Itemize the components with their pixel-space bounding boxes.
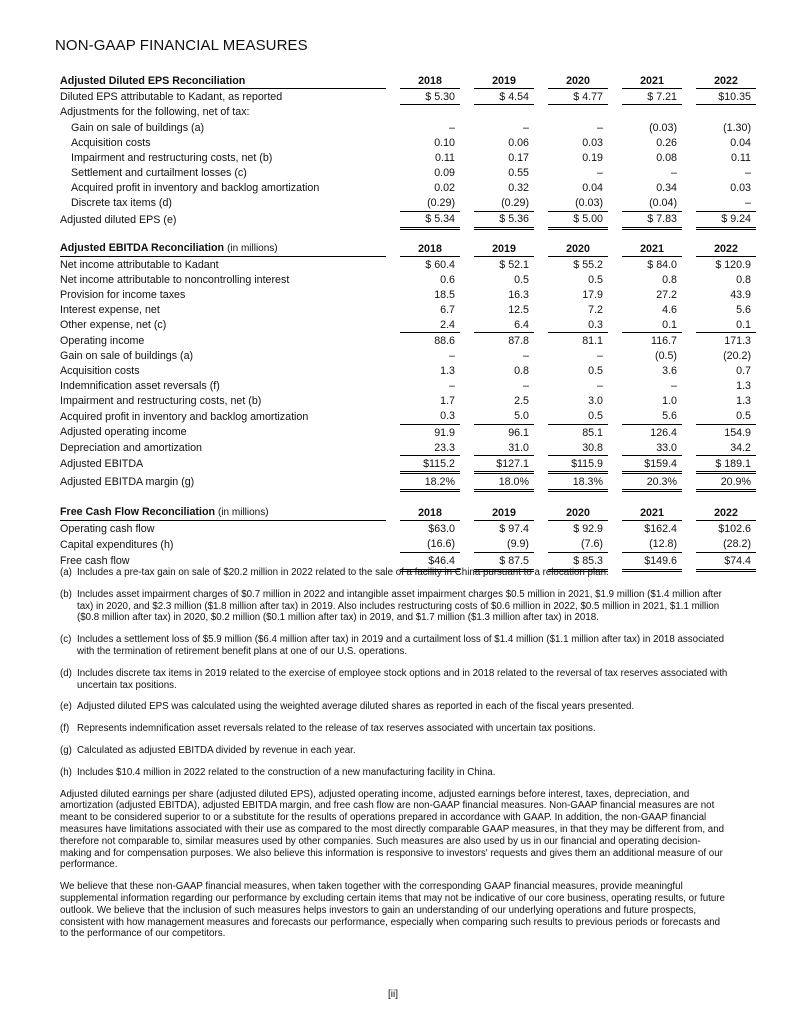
year-header: 2019 — [474, 73, 534, 89]
cell-value: (0.03) — [548, 196, 608, 212]
cell-value: 0.3 — [400, 409, 460, 425]
cell-value — [400, 105, 460, 121]
cell-value: $ 52.1 — [499, 258, 529, 271]
cell-value: 81.1 — [582, 335, 603, 348]
cell-value — [622, 105, 682, 121]
cell-value: 1.3 — [440, 365, 455, 378]
footnote-label: (h) — [60, 766, 72, 778]
ebitda-reconciliation-table — [60, 241, 756, 492]
cell-value: 17.9 — [582, 288, 603, 301]
year-header: 2022 — [696, 73, 756, 89]
table-heading: Adjusted EBITDA Reconciliation (in millions) — [60, 241, 386, 257]
table-row — [60, 349, 756, 364]
body-paragraph: We believe that these non-GAAP financial measures, when taken together with the corresponding GAAP financial measures, provide meaningful supplemental information regarding our performance by excluding certain items that may not be indicative of our core business, operating results, or future outlook. We believe that the inclusion of such measures helps investors to gain an understanding of our underlying operations and future prospects, consistent with how management measures and forecasts our performance, especially when comparing such results to previous periods or forecasts and to the performance of our competitors. — [60, 881, 725, 940]
footnotes-section — [60, 567, 728, 950]
cell-value: 0.5 — [588, 365, 603, 378]
cell-value: $46.4 — [400, 553, 460, 571]
cell-value: $ 84.0 — [647, 258, 677, 271]
cell-value: 0.5 — [548, 409, 608, 425]
row-label: Discrete tax items (d) — [71, 197, 172, 210]
row-label: Provision for income taxes — [60, 288, 186, 301]
year-header: 2021 — [622, 505, 682, 521]
footnote — [60, 668, 728, 692]
year-header: 2019 — [474, 505, 534, 521]
cell-value: – — [745, 167, 751, 180]
footnote-label: (a) — [60, 567, 72, 578]
cell-value: 0.06 — [508, 136, 529, 149]
row-label: Acquisition costs — [71, 136, 151, 149]
year-header: 2020 — [548, 73, 608, 89]
cell-value: $ 9.24 — [696, 211, 756, 228]
cell-value: – — [523, 350, 529, 363]
cell-value: (20.2) — [723, 350, 751, 363]
cell-value: (9.9) — [474, 537, 534, 553]
cell-value: 0.03 — [582, 136, 603, 149]
cell-value: $ 85.3 — [548, 553, 608, 571]
cell-value: (1.30) — [723, 121, 751, 134]
cell-value: 23.3 — [400, 440, 460, 456]
cell-value: 1.7 — [440, 395, 455, 408]
table-row — [60, 409, 756, 425]
cell-value: – — [597, 167, 603, 180]
table-row — [60, 165, 756, 180]
cell-value: 0.8 — [736, 273, 751, 286]
footnote-text: Calculated as adjusted EBITDA divided by revenue in each year. — [77, 744, 356, 756]
year-header: 2020 — [548, 241, 608, 257]
cell-value: 0.19 — [582, 151, 603, 164]
table-row — [60, 272, 756, 287]
cell-value: – — [597, 350, 603, 363]
cell-value: – — [597, 121, 603, 134]
cell-value: 7.2 — [588, 303, 603, 316]
cell-value: $149.6 — [622, 553, 682, 571]
cell-value: 0.08 — [656, 151, 677, 164]
cell-value: 2.5 — [514, 395, 529, 408]
table-row — [60, 196, 756, 212]
cell-value: 5.0 — [474, 409, 534, 425]
table-row — [60, 521, 756, 537]
cell-value: $115.9 — [548, 456, 608, 473]
year-header: 2021 — [622, 241, 682, 257]
row-label: Gain on sale of buildings (a) — [60, 350, 194, 363]
footnote-label: (g) — [60, 744, 72, 756]
cell-value — [548, 105, 608, 121]
cell-value: – — [671, 167, 677, 180]
table-row — [60, 425, 756, 441]
cell-value: 0.03 — [730, 182, 751, 195]
cell-value: $10.35 — [696, 89, 756, 105]
cell-value: $ 5.36 — [474, 211, 534, 228]
year-header: 2021 — [622, 73, 682, 89]
cell-value: 31.0 — [474, 440, 534, 456]
year-header: 2019 — [474, 241, 534, 257]
footnote-label: (f) — [60, 723, 70, 735]
footnote — [60, 589, 728, 624]
row-label: Depreciation and amortization — [60, 441, 202, 454]
cell-value: – — [597, 380, 603, 393]
cell-value: 0.7 — [736, 365, 751, 378]
row-label: Free cash flow — [60, 555, 130, 568]
cell-value: (28.2) — [696, 537, 756, 553]
cell-value: – — [449, 121, 455, 134]
cell-value: $ 4.77 — [548, 89, 608, 105]
cell-value: 116.7 — [651, 335, 677, 348]
cell-value: 33.0 — [622, 440, 682, 456]
footnote-text: Represents indemnification asset reversals related to the release of tax reserves associated with uncertain tax positions. — [77, 723, 596, 735]
footnote-text: Adjusted diluted EPS was calculated using the weighted average diluted shares as reported in each of the fiscal years presented. — [77, 701, 635, 713]
cell-value: 0.04 — [730, 136, 751, 149]
cell-value: $ 7.83 — [622, 211, 682, 228]
cell-value: 18.3% — [548, 473, 608, 491]
cell-value: – — [523, 121, 529, 134]
footnote — [60, 767, 728, 779]
cell-value: 0.26 — [656, 136, 677, 149]
cell-value: 5.6 — [622, 409, 682, 425]
cell-value: 0.09 — [434, 167, 455, 180]
cell-value: 126.4 — [650, 426, 677, 439]
footnote-label: (c) — [60, 634, 72, 646]
cell-value: 91.9 — [434, 426, 455, 439]
table-row — [60, 211, 756, 228]
table-row — [60, 440, 756, 456]
row-label: Settlement and curtailment losses (c) — [71, 167, 247, 180]
page-number: [ii] — [388, 989, 398, 1000]
cell-value: 0.1 — [622, 317, 682, 333]
cell-value: 0.6 — [440, 273, 455, 286]
table-row — [60, 394, 756, 409]
table-row — [60, 150, 756, 165]
table-row — [60, 89, 756, 105]
cell-value: – — [449, 380, 455, 393]
cell-value: (0.29) — [400, 196, 460, 212]
cell-value: 1.3 — [736, 380, 751, 393]
cell-value: 0.32 — [508, 182, 529, 195]
row-label: Adjusted diluted EPS (e) — [60, 213, 177, 226]
cell-value: $159.4 — [622, 456, 682, 473]
table-row — [60, 135, 756, 150]
cell-value: 18.0% — [474, 473, 534, 491]
cell-value: – — [696, 196, 756, 212]
cell-value: $ 60.4 — [425, 258, 455, 271]
eps-reconciliation-table — [60, 73, 756, 230]
year-header: 2018 — [400, 241, 460, 257]
fcf-reconciliation-table — [60, 505, 756, 572]
row-label: Adjustments for the following, net of tax: — [60, 106, 250, 119]
cell-value: 43.9 — [730, 288, 751, 301]
cell-value: $ 97.4 — [499, 522, 529, 535]
cell-value: 4.6 — [662, 303, 677, 316]
footnote-text: Includes a settlement loss of $5.9 million ($6.4 million after tax) in 2019 and a curtailment loss of $1.4 million ($1.1 million after tax) in 2018 associated with the termination of retirement benefit plans at one of our U.S. operations. — [77, 634, 725, 657]
year-header: 2018 — [400, 505, 460, 521]
cell-value: (16.6) — [400, 537, 460, 553]
cell-value: 0.04 — [582, 182, 603, 195]
cell-value: $ 4.54 — [474, 89, 534, 105]
row-label: Adjusted EBITDA margin (g) — [60, 475, 195, 488]
row-label: Net income attributable to noncontrolling interest — [60, 273, 290, 286]
cell-value: 27.2 — [656, 288, 677, 301]
cell-value: 0.34 — [656, 182, 677, 195]
cell-value: $74.4 — [696, 553, 756, 571]
cell-value: 1.0 — [662, 395, 677, 408]
cell-value: 16.3 — [508, 288, 529, 301]
row-label: Gain on sale of buildings (a) — [71, 121, 205, 134]
table-row — [60, 317, 756, 333]
cell-value: 1.3 — [736, 395, 751, 408]
cell-value: $ 5.30 — [400, 89, 460, 105]
cell-value: 96.1 — [508, 426, 529, 439]
cell-value: (12.8) — [622, 537, 682, 553]
table-row — [60, 287, 756, 302]
footnote-label: (d) — [60, 667, 72, 679]
table-row — [60, 105, 756, 121]
cell-value: 20.9% — [696, 473, 756, 491]
cell-value: 3.6 — [662, 365, 677, 378]
footnote-text: Includes discrete tax items in 2019 related to the exercise of employee stock options and in 2018 related to the reversal of tax reserves associated with uncertain tax positions. — [77, 667, 728, 691]
cell-value: 88.6 — [434, 335, 455, 348]
table-heading: Free Cash Flow Reconciliation (in millions) — [60, 505, 386, 521]
footnote-text: Includes $10.4 million in 2022 related to the construction of a new manufacturing facility in China. — [77, 766, 496, 778]
cell-value: 0.3 — [548, 317, 608, 333]
cell-value — [696, 105, 756, 121]
cell-value: $ 7.21 — [622, 89, 682, 105]
row-label: Acquisition costs — [60, 365, 140, 378]
footnote — [60, 634, 728, 658]
year-header: 2022 — [696, 241, 756, 257]
row-label: Diluted EPS attributable to Kadant, as reported — [60, 90, 283, 103]
row-label: Other expense, net (c) — [60, 319, 167, 332]
cell-value: 6.7 — [440, 303, 455, 316]
page-title: NON-GAAP FINANCIAL MEASURES — [55, 37, 308, 54]
cell-value: 0.11 — [730, 151, 751, 164]
cell-value: $102.6 — [718, 522, 751, 535]
table-row — [60, 456, 756, 473]
row-label: Net income attributable to Kadant — [60, 258, 219, 271]
table-row — [60, 473, 756, 491]
footnote-text: Includes a pre-tax gain on sale of $20.2 million in 2022 related to the sale of a facility in China pursuant to a relocation plan. — [77, 567, 609, 578]
cell-value: 85.1 — [582, 426, 603, 439]
cell-value: $127.1 — [474, 456, 534, 473]
footnote — [60, 745, 728, 757]
cell-value: $ 5.00 — [548, 211, 608, 228]
body-paragraph: Adjusted diluted earnings per share (adjusted diluted EPS), adjusted operating income, adjusted earnings before interest, taxes, depreciation, and amortization (adjusted EBITDA), adjusted EBITDA margin, and free cash flow are non-GAAP financial measures. Non-GAAP financial measures are not meant to be considered superior to or a substitute for the results of operations prepared in accordance with GAAP. In addition, the non-GAAP financial measures have limitations associated with their use as compared to the most directly comparable GAAP measures, in that they may be different from, and therefore not comparable to, similar measures used by other companies. Such measures are also used by us in our financial and operating decision-making and for compensation purposes. We also believe this information is responsive to investors' requests and gives them an additional measure of our performance. — [60, 788, 725, 871]
cell-value: $ 120.9 — [715, 258, 751, 271]
cell-value: $ 189.1 — [696, 456, 756, 473]
cell-value: 0.8 — [514, 365, 529, 378]
cell-value: 0.10 — [434, 136, 455, 149]
row-label: Impairment and restructuring costs, net (b) — [71, 151, 273, 164]
cell-value — [474, 105, 534, 121]
cell-value: 3.0 — [588, 395, 603, 408]
cell-value: 6.4 — [474, 317, 534, 333]
row-label: Capital expenditures (h) — [60, 538, 174, 551]
row-label: Acquired profit in inventory and backlog amortization — [71, 182, 320, 195]
cell-value: 171.3 — [724, 335, 751, 348]
cell-value: (0.5) — [655, 350, 677, 363]
row-label: Adjusted EBITDA — [60, 458, 144, 471]
footnote — [60, 723, 728, 735]
footnote-label: (b) — [60, 588, 72, 600]
table-row — [60, 257, 756, 273]
cell-value: $ 92.9 — [573, 522, 603, 535]
cell-value: 0.5 — [514, 273, 529, 286]
table-row — [60, 120, 756, 135]
row-label: Adjusted operating income — [60, 426, 187, 439]
row-label: Impairment and restructuring costs, net (b) — [60, 395, 262, 408]
cell-value: $ 5.34 — [400, 211, 460, 228]
cell-value: 5.6 — [736, 303, 751, 316]
cell-value: $63.0 — [428, 522, 455, 535]
cell-value: – — [449, 350, 455, 363]
row-label: Interest expense, net — [60, 303, 160, 316]
cell-value: (0.04) — [622, 196, 682, 212]
row-label: Operating income — [60, 334, 145, 347]
cell-value: 0.5 — [588, 273, 603, 286]
year-header: 2020 — [548, 505, 608, 521]
row-label: Operating cash flow — [60, 522, 155, 535]
table-heading: Adjusted Diluted EPS Reconciliation — [60, 73, 386, 89]
cell-value: – — [671, 380, 677, 393]
cell-value: 0.55 — [508, 167, 529, 180]
cell-value: (7.6) — [548, 537, 608, 553]
cell-value: $ 55.2 — [573, 258, 603, 271]
table-row — [60, 537, 756, 553]
cell-value: (0.03) — [649, 121, 677, 134]
cell-value: 2.4 — [400, 317, 460, 333]
cell-value: 18.2% — [400, 473, 460, 491]
table-row — [60, 302, 756, 317]
cell-value: 0.02 — [434, 182, 455, 195]
footnote-label: (e) — [60, 701, 72, 713]
cell-value: 0.8 — [662, 273, 677, 286]
cell-value: $162.4 — [644, 522, 677, 535]
cell-value: $ 87.5 — [474, 553, 534, 571]
table-row — [60, 364, 756, 379]
cell-value: 0.17 — [508, 151, 529, 164]
cell-value: $115.2 — [400, 456, 460, 473]
table-row — [60, 379, 756, 394]
cell-value: 0.11 — [434, 151, 455, 164]
cell-value: 0.5 — [696, 409, 756, 425]
year-header: 2022 — [696, 505, 756, 521]
footnote — [60, 701, 728, 713]
cell-value: 0.1 — [696, 317, 756, 333]
table-row — [60, 333, 756, 349]
row-label: Acquired profit in inventory and backlog amortization — [60, 410, 309, 423]
year-header: 2018 — [400, 73, 460, 89]
cell-value: 30.8 — [548, 440, 608, 456]
cell-value: 154.9 — [724, 426, 751, 439]
footnote-text: Includes asset impairment charges of $0.7 million in 2022 and intangible asset impairment charges $0.5 million in 2021, $1.9 million ($1.4 million after tax) in 2020, and $2.3 million ($1.8 million after tax) in 2019. Also includes restructuring costs of $0.6 million in 2022, $0.5 million in 2021, $1.1 million ($0.8 million after tax) in 2020, $0.2 million ($0.1 million after tax) in 2019, and $1.7 million ($1.3 million after tax) in 2018. — [77, 588, 722, 624]
row-label: Indemnification asset reversals (f) — [60, 380, 220, 393]
cell-value: 12.5 — [508, 303, 529, 316]
table-row — [60, 181, 756, 196]
footnote — [60, 567, 728, 579]
cell-value: – — [523, 380, 529, 393]
cell-value: 87.8 — [508, 335, 529, 348]
cell-value: (0.29) — [474, 196, 534, 212]
cell-value: 34.2 — [696, 440, 756, 456]
cell-value: 20.3% — [622, 473, 682, 491]
cell-value: 18.5 — [434, 288, 455, 301]
